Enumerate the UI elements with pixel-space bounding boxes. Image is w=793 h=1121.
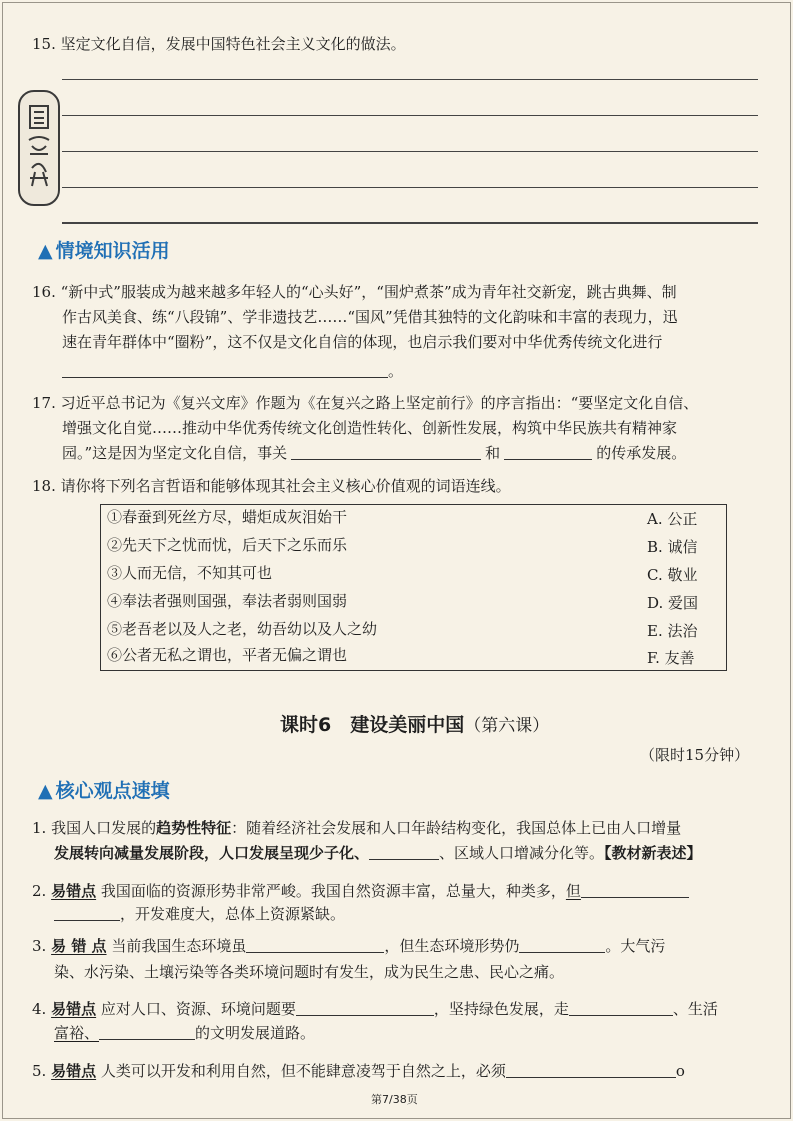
point-3-text-a: 当前我国生态环境虽 bbox=[111, 937, 247, 955]
point-4-text-b: ，坚持绿色发展，走 bbox=[433, 1000, 569, 1018]
answer-line bbox=[62, 187, 758, 188]
question-17-pre: 园。”这是因为坚定文化自信，事关 bbox=[62, 444, 288, 462]
point-3-line1 bbox=[32, 934, 665, 958]
point-1-line1 bbox=[32, 816, 681, 840]
value-item[interactable]: E. 法治 bbox=[647, 622, 698, 640]
point-2-num: 2. bbox=[32, 882, 47, 900]
error-prone-tag: 易错点 bbox=[51, 882, 97, 900]
section-heading-apply bbox=[38, 236, 170, 263]
error-prone-tag: 易错点 bbox=[51, 1000, 97, 1018]
matching-table bbox=[100, 504, 727, 671]
point-5-text: 人类可以开发和利用自然，但不能肆意凌驾于自然之上，必须 bbox=[100, 1062, 506, 1080]
fill-blank[interactable] bbox=[54, 904, 120, 921]
point-1-key: 趋势性特征 bbox=[156, 819, 232, 837]
question-16-line2: 作古风美食、练“八段锦”、学非遗技艺……“国风”凭借其独特的文化韵味和丰富的表现力，迅 bbox=[62, 308, 678, 326]
lesson-title-text: 课时6 建设美丽中国 bbox=[280, 714, 465, 736]
error-prone-tag: 易错点 bbox=[51, 1062, 97, 1080]
point-2-line1 bbox=[32, 879, 689, 903]
point-4-line2 bbox=[54, 1021, 315, 1045]
fill-blank[interactable] bbox=[62, 361, 388, 378]
question-16-line4 bbox=[62, 359, 403, 383]
quote-item[interactable]: ③人而无信，不知其可也 bbox=[107, 564, 273, 582]
point-1-rest: ：随着经济社会发展和人口年龄结构变化，我国总体上已由人口增量 bbox=[231, 819, 682, 837]
answer-line bbox=[62, 151, 758, 152]
answer-line bbox=[62, 79, 758, 80]
question-17-line1: 17. 习近平总书记为《复兴文库》作题为《在复兴之路上坚定前行》的序言指出：“要坚定文化自信、 bbox=[32, 394, 699, 412]
question-17-line3 bbox=[62, 441, 686, 465]
point-4-text-d: 富裕、 bbox=[54, 1024, 100, 1042]
fill-blank[interactable] bbox=[581, 881, 689, 898]
question-18: 18. 请你将下列名言哲语和能够体现其社会主义核心价值观的词语连线。 bbox=[32, 477, 511, 495]
answer-line bbox=[62, 222, 758, 224]
seal-glyphs bbox=[20, 92, 58, 204]
answer-line bbox=[62, 115, 758, 116]
value-item[interactable]: D. 爱国 bbox=[647, 594, 699, 612]
point-1-mid: 、区域人口增减分化等。 bbox=[439, 844, 605, 862]
fill-blank[interactable] bbox=[506, 1061, 676, 1078]
triangle-icon: ▲ bbox=[38, 240, 53, 262]
lesson-title bbox=[280, 710, 549, 737]
question-16-line3: 速在青年群体中“圈粉”，这不仅是文化自信的体现，也启示我们要对中华优秀传统文化进行 bbox=[62, 333, 663, 351]
point-3-num: 3. bbox=[32, 937, 47, 955]
point-4-text-e: 的文明发展道路。 bbox=[195, 1024, 316, 1042]
point-4-text-c: 、生活 bbox=[672, 1000, 718, 1018]
point-2-text2: ，开发难度大，总体上资源紧缺。 bbox=[120, 905, 346, 923]
textbook-tag: 【教材新表述】 bbox=[604, 844, 702, 862]
point-4-num: 4. bbox=[32, 1000, 47, 1018]
question-16-line1: 16. “新中式”服装成为越来越多年轻人的“心头好”，“围炉煮茶”成为青年社交新宠，跳古典舞、制 bbox=[32, 283, 677, 301]
fill-blank[interactable] bbox=[99, 1023, 195, 1040]
value-item[interactable]: C. 敬业 bbox=[647, 566, 698, 584]
fill-blank[interactable] bbox=[504, 443, 592, 460]
page-number: 第7/38页 bbox=[371, 1093, 418, 1106]
point-1-bold: 发展转向减量发展阶段，人口发展呈现少子化、 bbox=[54, 844, 370, 862]
point-5-line1 bbox=[32, 1059, 685, 1083]
point-4-text-a: 应对人口、资源、环境问题要 bbox=[100, 1000, 296, 1018]
fill-blank[interactable] bbox=[246, 936, 384, 953]
point-2-line2 bbox=[54, 902, 345, 926]
lesson-subtitle: （第六课） bbox=[464, 716, 550, 736]
quote-item[interactable]: ⑤老吾老以及人之老，幼吾幼以及人之幼 bbox=[107, 620, 378, 638]
quote-item[interactable]: ⑥公者无私之谓也，平者无偏之谓也 bbox=[107, 646, 348, 664]
point-1-line2 bbox=[54, 841, 702, 865]
fill-blank[interactable] bbox=[569, 999, 673, 1016]
point-3-line2: 染、水污染、土壤污染等各类环境问题时有发生，成为民生之患、民心之痛。 bbox=[54, 963, 565, 981]
fill-blank[interactable] bbox=[369, 843, 439, 860]
question-17-line2: 增强文化自觉……推动中华优秀传统文化创造性转化、创新性发展，构筑中华民族共有精神家 bbox=[62, 419, 678, 437]
value-item[interactable]: F. 友善 bbox=[647, 649, 695, 667]
value-item[interactable]: B. 诚信 bbox=[647, 538, 698, 556]
fill-blank[interactable] bbox=[291, 443, 481, 460]
point-5-end: o bbox=[675, 1062, 685, 1080]
quote-item[interactable]: ②先天下之忧而忧，后天下之乐而乐 bbox=[107, 536, 348, 554]
quote-item[interactable]: ④奉法者强则国强，奉法者弱则国弱 bbox=[107, 592, 348, 610]
time-limit: （限时15分钟） bbox=[640, 746, 750, 764]
error-prone-tag: 易 错 点 bbox=[51, 937, 107, 955]
section-core-title: 核心观点速填 bbox=[55, 780, 170, 802]
point-4-line1 bbox=[32, 997, 718, 1021]
fill-blank[interactable] bbox=[296, 999, 434, 1016]
value-item[interactable]: A. 公正 bbox=[647, 510, 698, 528]
point-2-text: 我国面临的资源形势非常严峻。我国自然资源丰富，总量大，种类多， bbox=[100, 882, 566, 900]
section-apply-title: 情境知识活用 bbox=[55, 240, 170, 262]
question-17-mid: 和 bbox=[485, 444, 501, 462]
seal-stamp bbox=[18, 90, 60, 206]
point-3-text-c: 。大气污 bbox=[605, 937, 666, 955]
triangle-icon: ▲ bbox=[38, 780, 53, 802]
quote-item[interactable]: ①春蚕到死丝方尽，蜡炬成灰泪始干 bbox=[107, 508, 348, 526]
point-3-text-b: ，但生态环境形势仍 bbox=[384, 937, 520, 955]
point-2-end: 但 bbox=[565, 882, 581, 900]
question-15: 15. 坚定文化自信，发展中国特色社会主义文化的做法。 bbox=[32, 35, 406, 53]
fill-blank[interactable] bbox=[519, 936, 605, 953]
section-heading-core bbox=[38, 776, 170, 803]
question-16-end: 。 bbox=[388, 362, 404, 380]
point-1-num: 1. 我国人口发展的 bbox=[32, 819, 157, 837]
point-5-num: 5. bbox=[32, 1062, 47, 1080]
question-17-post: 的传承发展。 bbox=[596, 444, 687, 462]
